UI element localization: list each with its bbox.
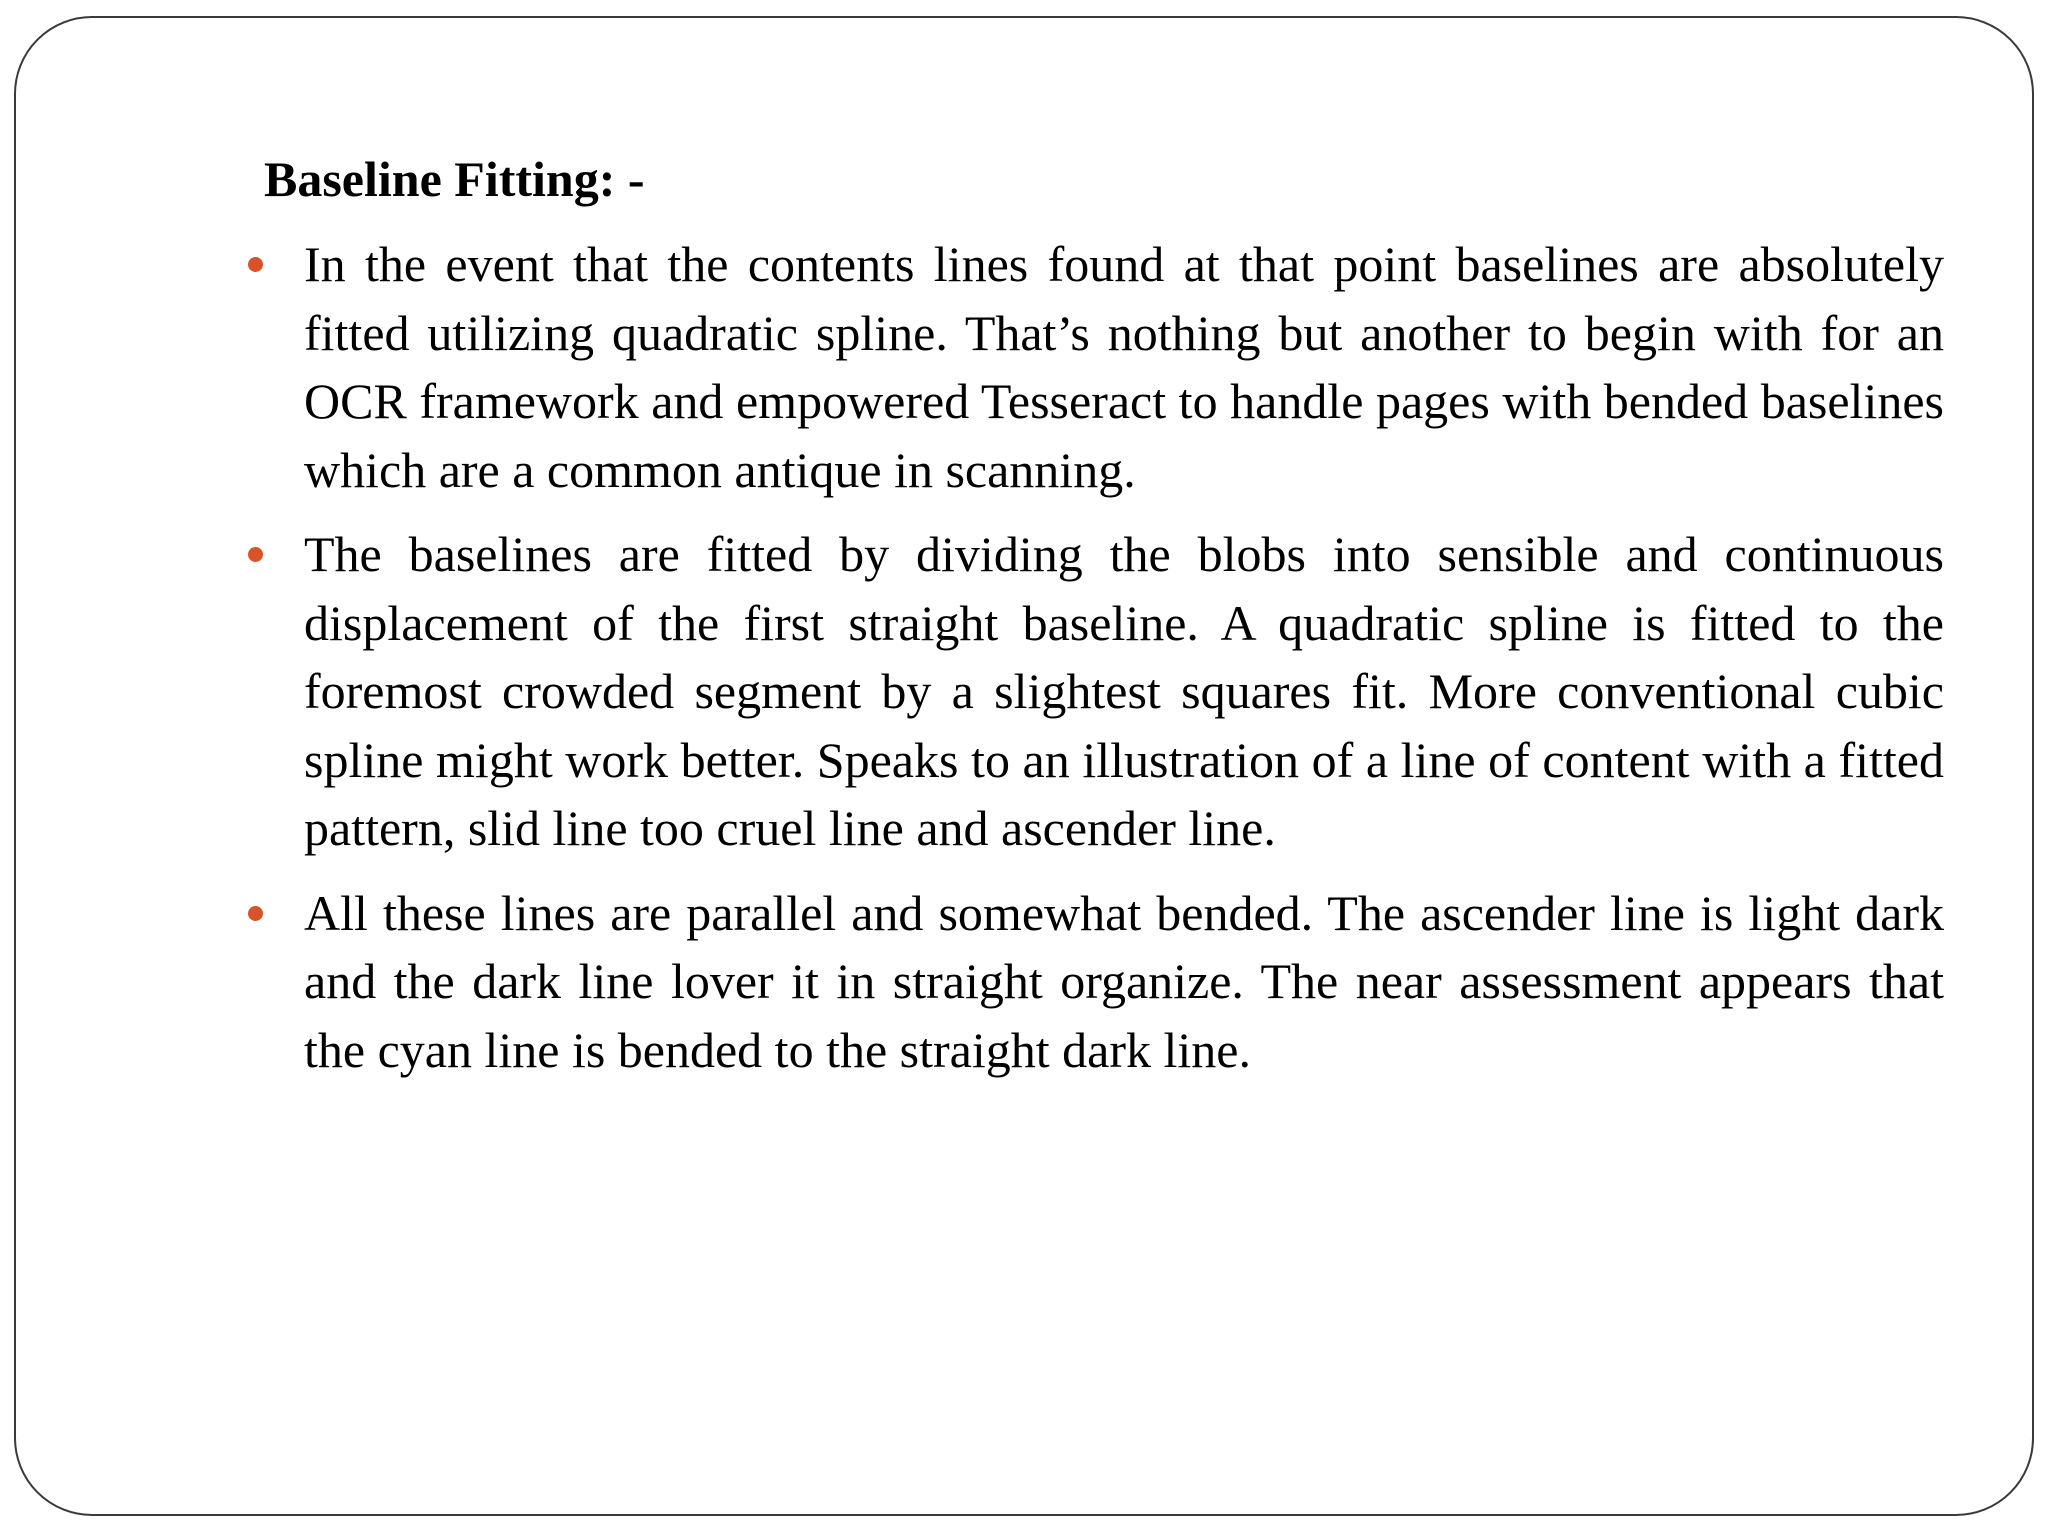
bullet-item: [304, 520, 1944, 863]
bullet-text: All these lines are parallel and somewhat bended. The ascender line is light dark and the dark line lover it in straight organize. The near assessment appears that the cyan line is bended to the straight dark line.: [304, 884, 1944, 1078]
bullet-text: In the event that the contents lines found at that point baselines are absolutely fitted utilizing quadratic spline. That’s nothing but another to begin with for an OCR framework and empowered Tesseract to handle pages with bended baselines which are a common antique in scanning.: [304, 236, 1944, 498]
bullet-dot-icon: [248, 906, 263, 921]
slide-heading: Baseline Fitting: -: [264, 151, 645, 207]
slide-frame: [14, 16, 2034, 1516]
bullet-item: [304, 879, 1944, 1085]
bullet-text: The baselines are fitted by dividing the blobs into sensible and continuous displacement of the first straight baseline. A quadratic spline is fitted to the foremost crowded segment by a slightest squares fit. More conventional cubic spline might work better. Speaks to an illustration of a line of content with a fitted pattern, slid line too cruel line and ascender line.: [304, 526, 1944, 856]
bullet-dot-icon: [248, 257, 263, 272]
bullet-item: [304, 230, 1944, 504]
bullet-dot-icon: [248, 547, 263, 562]
bullet-list: [304, 230, 1944, 1100]
